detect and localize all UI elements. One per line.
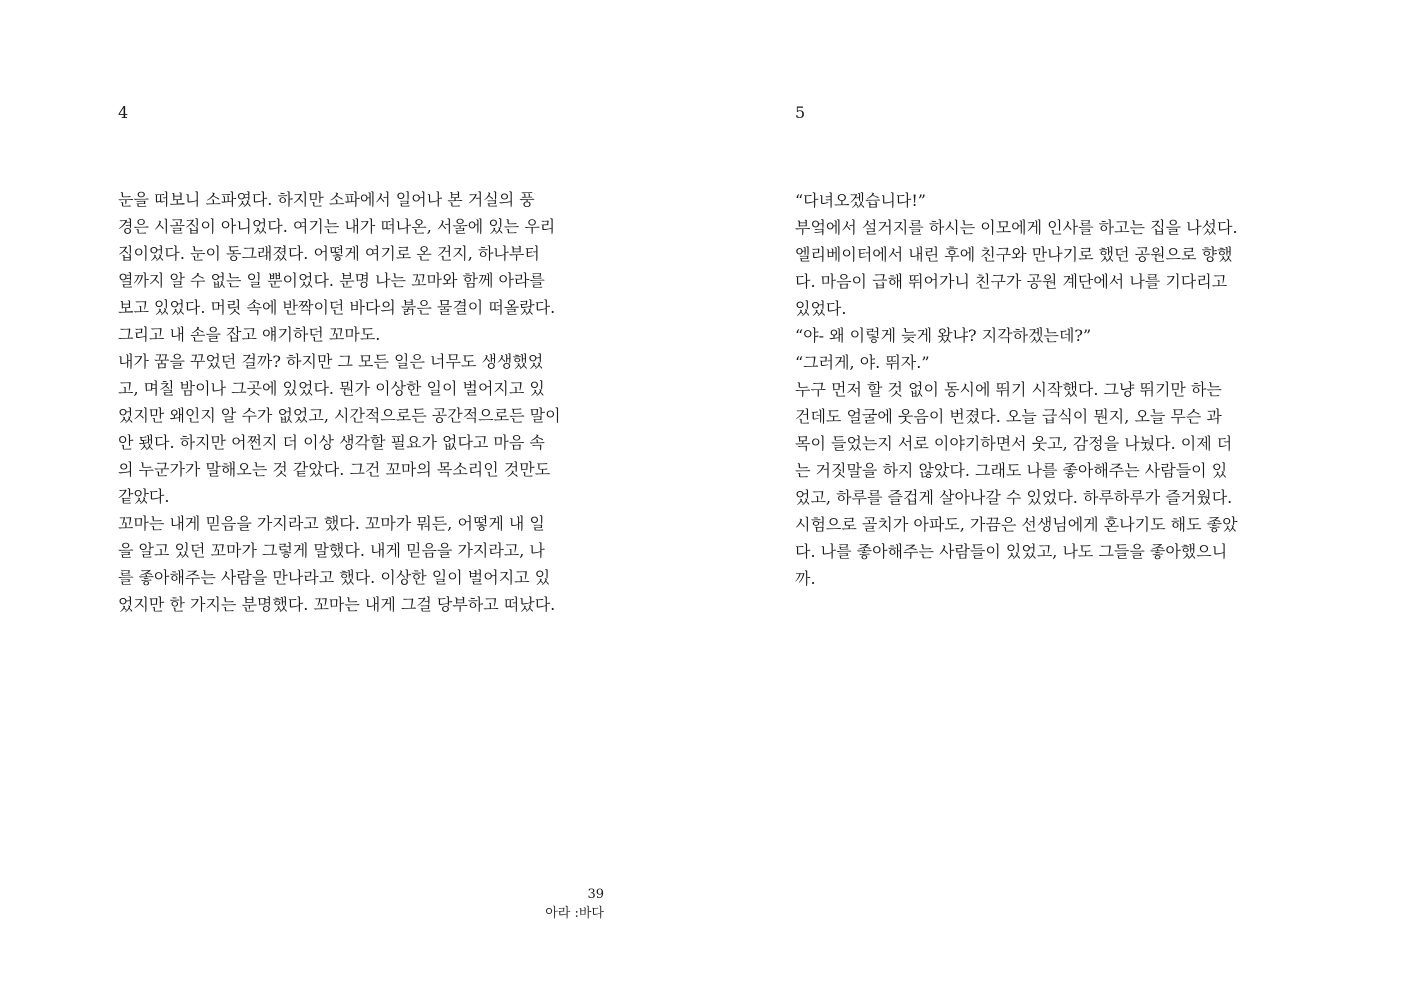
footer-book-title: 아라 :바다 [545,906,604,921]
page-number-right: 5 [795,103,806,122]
text-line: 열까지 알 수 없는 일 뿐이었다. 분명 나는 꼬마와 함께 아라를 [118,271,545,290]
text-line: 누구 먼저 할 것 없이 동시에 뛰기 시작했다. 그냥 뛰기만 하는 [795,380,1222,399]
text-line: 건데도 얼굴에 웃음이 번졌다. 오늘 급식이 뭔지, 오늘 무슨 과 [795,407,1222,426]
text-line: 같았다. [118,487,170,506]
text-line: 집이었다. 눈이 동그래졌다. 어떻게 여기로 온 건지, 하나부터 [118,244,540,263]
text-line: 었고, 하루를 즐겁게 살아나갈 수 있었다. 하루하루가 즐거웠다. [795,488,1233,507]
text-line: “다녀오겠습니다!” [795,191,926,210]
text-line: 있었다. [795,299,847,318]
right-page-text [795,187,1282,592]
page-number-left: 4 [118,103,129,122]
text-line: 었지만 한 가지는 분명했다. 꼬마는 내게 그걸 당부하고 떠났다. [118,595,556,614]
text-line: 을 알고 있던 꼬마가 그렇게 말했다. 내게 믿음을 가지라고, 나 [118,541,545,560]
text-line: 의 누군가가 말해오는 것 같았다. 그건 꼬마의 목소리인 것만도 [118,460,551,479]
text-line: 안 됐다. 하지만 어쩐지 더 이상 생각할 필요가 없다고 마음 속 [118,433,545,452]
left-page-text [118,186,604,618]
text-line: 다. 마음이 급해 뛰어가니 친구가 공원 계단에서 나를 기다리고 [795,272,1228,291]
text-line: 눈을 떠보니 소파였다. 하지만 소파에서 일어나 본 거실의 풍 [118,190,535,209]
text-line: “그러게, 야. 뛰자.” [795,353,930,372]
text-line: 그리고 내 손을 잡고 얘기하던 꼬마도. [118,325,381,344]
text-line: 까. [795,569,816,588]
text-line: 목이 들었는지 서로 이야기하면서 웃고, 감정을 나눴다. 이제 더 [795,434,1233,453]
text-line: 다. 나를 좋아해주는 사람들이 있었고, 나도 그들을 좋아했으니 [795,542,1228,561]
text-line: 경은 시골집이 아니었다. 여기는 내가 떠나온, 서울에 있는 우리 [118,217,556,236]
text-line: 는 거짓말을 하지 않았다. 그래도 나를 좋아해주는 사람들이 있 [795,461,1228,480]
text-line: 보고 있었다. 머릿 속에 반짝이던 바다의 붉은 물결이 떠올랐다. [118,298,556,317]
text-line: 었지만 왜인지 알 수가 없었고, 시간적으로든 공간적으로든 말이 [118,406,561,425]
text-line: 부엌에서 설거지를 하시는 이모에게 인사를 하고는 집을 나섰다. [795,218,1238,237]
footer-page-number: 39 [587,887,604,902]
text-line: 내가 꿈을 꾸었던 걸까? 하지만 그 모든 일은 너무도 생생했었 [118,352,544,371]
text-line: 엘리베이터에서 내린 후에 친구와 만나기로 했던 공원으로 향했 [795,245,1233,264]
text-line: 시험으로 골치가 아파도, 가끔은 선생님에게 혼나기도 해도 좋았 [795,515,1238,534]
text-line: 를 좋아해주는 사람을 만나라고 했다. 이상한 일이 벌어지고 있 [118,568,551,587]
text-line: “야- 왜 이렇게 늦게 왔냐? 지각하겠는데?” [795,326,1092,345]
text-line: 꼬마는 내게 믿음을 가지라고 했다. 꼬마가 뭐든, 어떻게 내 일 [118,514,545,533]
text-line: 고, 며칠 밤이나 그곳에 있었다. 뭔가 이상한 일이 벌어지고 있 [118,379,545,398]
